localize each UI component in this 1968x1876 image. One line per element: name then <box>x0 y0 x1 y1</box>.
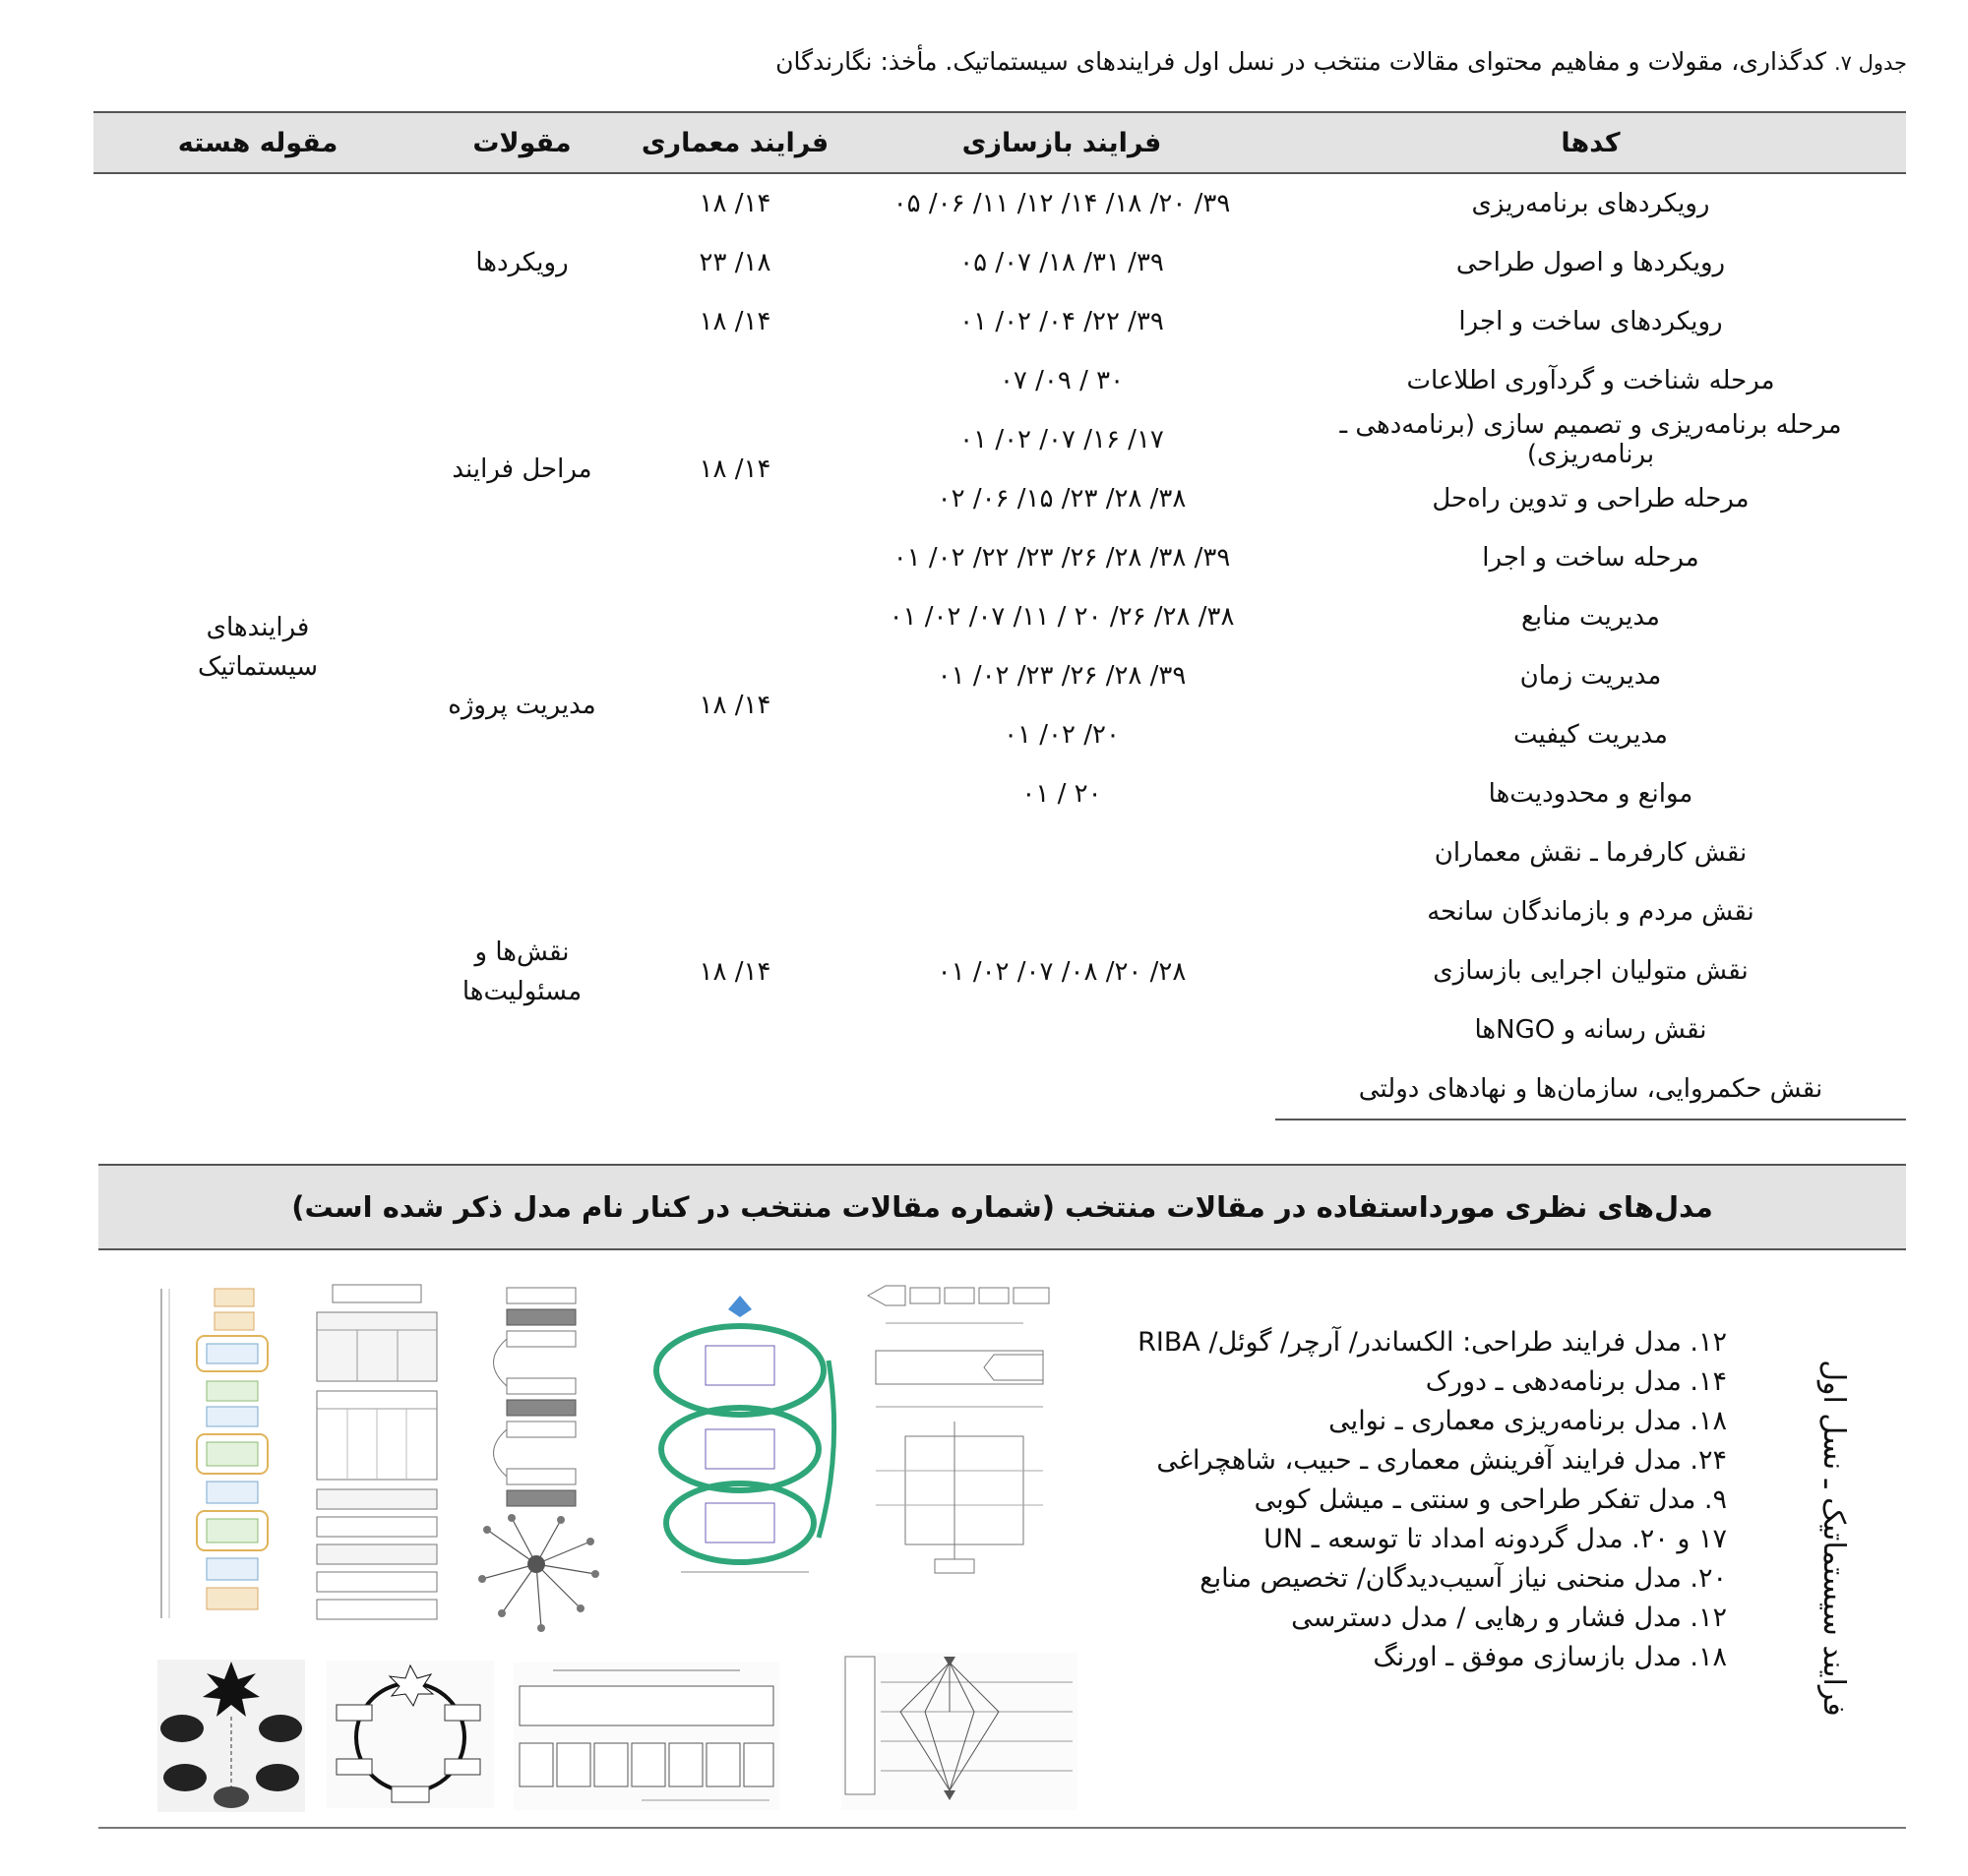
model-diagram-thumbnail <box>155 1279 274 1628</box>
list-item: ۱۸. مدل بازسازی موفق ـ اورنگ <box>1373 1642 1727 1672</box>
list-item: ۱۴. مدل برنامه‌دهی ـ دورک <box>1425 1366 1727 1397</box>
header-architecture-process: فرایند معماری <box>622 112 848 173</box>
list-item: ۲۴. مدل فرایند آفرینش معماری ـ حبیب، شاهچراغی <box>1156 1445 1727 1476</box>
model-diagram-thumbnail <box>866 1284 1053 1633</box>
category-line: نقش‌ها و <box>474 937 570 967</box>
header-reconstruction-process: فرایند بازسازی <box>848 112 1275 173</box>
category-cell: مدیریت پروژه <box>448 691 596 720</box>
core-category-line: سیستماتیک <box>198 651 318 682</box>
recon-cell: ۰۲ /۰۶ /۱۵ /۲۳ /۲۸ /۳۸ <box>937 484 1187 514</box>
model-diagram-thumbnail <box>327 1661 494 1813</box>
model-diagram-thumbnail <box>514 1663 779 1810</box>
list-item: ۱۲. مدل فشار و رهایی / مدل دسترسی <box>1291 1603 1727 1633</box>
core-category-line: فرایندهای <box>206 612 310 642</box>
category-cell: مراحل فرایند <box>452 454 592 484</box>
caption-text: کدگذاری، مقولات و مفاهیم محتوای مقالات منتخب در نسل اول فرایندهای سیستماتیک. مأخذ: نگارندگان <box>775 47 1826 76</box>
code-cell: مرحله شناخت و گردآوری اطلاعات <box>1406 366 1775 395</box>
code-cell: مرحله ساخت و اجرا <box>1482 543 1699 573</box>
code-cell: نقش متولیان اجرایی بازسازی <box>1433 956 1749 986</box>
list-item: ۲۰. مدل منحنی نیاز آسیب‌دیدگان/ تخصیص منابع <box>1199 1563 1727 1594</box>
code-cell: مدیریت کیفیت <box>1513 720 1668 750</box>
header-categories: مقولات <box>422 112 622 173</box>
table-row <box>93 173 1906 233</box>
recon-cell: ۰۱ /۰۲ /۲۰ <box>1004 720 1120 750</box>
list-item: ۱۷ و ۲۰. مدل گردونه امداد تا توسعه ـ UN <box>1263 1524 1727 1554</box>
code-cell: نقش رسانه و NGOها <box>1474 1015 1707 1045</box>
models-header-text: مدل‌های نظری مورداستفاده در مقالات منتخب (شماره مقالات منتخب در کنار نام مدل ذکر شده است) <box>291 1190 1713 1224</box>
recon-cell: ۰۱ /۰۲ /۰۷ /۱۶ /۱۷ <box>959 425 1164 454</box>
code-cell: رویکردهای برنامه‌ریزی <box>1471 189 1710 218</box>
recon-cell: ۰۱ /۰۲ /۲۳ /۲۶ /۲۸ /۳۹ <box>937 661 1187 691</box>
bottom-divider <box>98 1827 1906 1829</box>
category-cell <box>422 823 622 1120</box>
code-cell: نقش مردم و بازماندگان سانحه <box>1427 897 1754 927</box>
code-cell: رویکردها و اصول طراحی <box>1455 248 1726 277</box>
recon-cell: ۰۱ / ۲۰ <box>1021 779 1102 809</box>
core-category-cell <box>93 173 422 1120</box>
code-cell: نقش حکمروایی، سازمان‌ها و نهادهای دولتی <box>1275 1059 1906 1120</box>
model-diagram-thumbnail <box>642 1292 848 1587</box>
header-core-category: مقوله هسته <box>93 112 422 173</box>
category-cell: رویکردها <box>475 248 569 277</box>
model-diagram-thumbnail <box>472 1284 600 1638</box>
arch-cell: ۱۸ /۱۴ <box>699 454 771 484</box>
codes-table <box>93 111 1906 1120</box>
model-list <box>1138 1323 1727 1677</box>
arch-cell: ۲۳ /۱۸ <box>699 248 771 277</box>
code-cell: مرحله طراحی و تدوین راه‌حل <box>1432 484 1750 514</box>
model-diagram-thumbnail <box>841 1653 1077 1810</box>
recon-cell: ۰۱ /۰۲ /۲۲ /۲۳ /۲۶ /۲۸ /۳۸ /۳۹ <box>892 543 1231 573</box>
recon-cell: ۰۵ /۰۶ /۱۱ /۱۲ /۱۴ /۱۸ /۲۰ /۳۹ <box>892 189 1231 218</box>
arch-cell: ۱۸ /۱۴ <box>699 189 771 218</box>
model-diagram-thumbnail <box>157 1660 305 1812</box>
recon-cell: ۰۱ /۰۲ /۰۷ /۱۱ / ۲۰ /۲۶ /۲۸ /۳۸ <box>889 602 1235 632</box>
list-item: ۱۸. مدل برنامه‌ریزی معماری ـ نوایی <box>1328 1406 1727 1436</box>
list-item: ۹. مدل تفکر طراحی و سنتی ـ میشل کوبی <box>1254 1484 1727 1515</box>
recon-cell: ۰۷ /۰۹ / ۳۰ <box>999 366 1125 395</box>
arch-cell: ۱۸ /۱۴ <box>699 307 771 336</box>
list-item: ۱۲. مدل فرایند طراحی: الکساندر/ آرچر/ گوئل/ RIBA <box>1138 1327 1727 1358</box>
code-cell: مرحله برنامه‌ریزی و تصمیم سازی (برنامه‌دهی ـ برنامه‌ریزی) <box>1339 410 1842 469</box>
arch-cell: ۱۸ /۱۴ <box>699 956 771 987</box>
code-cell: نقش کارفرما ـ نقش معماران <box>1434 838 1748 868</box>
side-label-text: فرایند سیستماتیک ـ نسل اول <box>1815 1359 1851 1717</box>
code-cell: رویکردهای ساخت و اجرا <box>1458 307 1723 336</box>
code-cell: مدیریت زمان <box>1519 661 1662 691</box>
category-line: مسئولیت‌ها <box>461 976 583 1006</box>
caption-label: جدول ۷. <box>1833 51 1907 75</box>
code-cell: موانع و محدودیت‌ها <box>1488 779 1693 809</box>
side-label <box>1809 1359 1858 1717</box>
recon-cell: ۰۱ /۰۲ /۰۷ /۰۸ /۲۰ /۲۸ <box>937 956 1187 987</box>
arch-cell: ۱۸ /۱۴ <box>699 691 771 720</box>
table-header-row <box>93 112 1906 173</box>
models-section-header <box>98 1164 1906 1250</box>
header-codes: کدها <box>1275 112 1906 173</box>
table-caption <box>775 47 1907 76</box>
code-cell: مدیریت منابع <box>1521 602 1660 632</box>
recon-cell: ۰۱ /۰۲ /۰۴ /۲۲ /۳۹ <box>959 307 1164 336</box>
model-diagram-thumbnail <box>313 1281 441 1635</box>
recon-cell: ۰۵ /۰۷ /۱۸ /۳۱ /۳۹ <box>959 248 1164 277</box>
